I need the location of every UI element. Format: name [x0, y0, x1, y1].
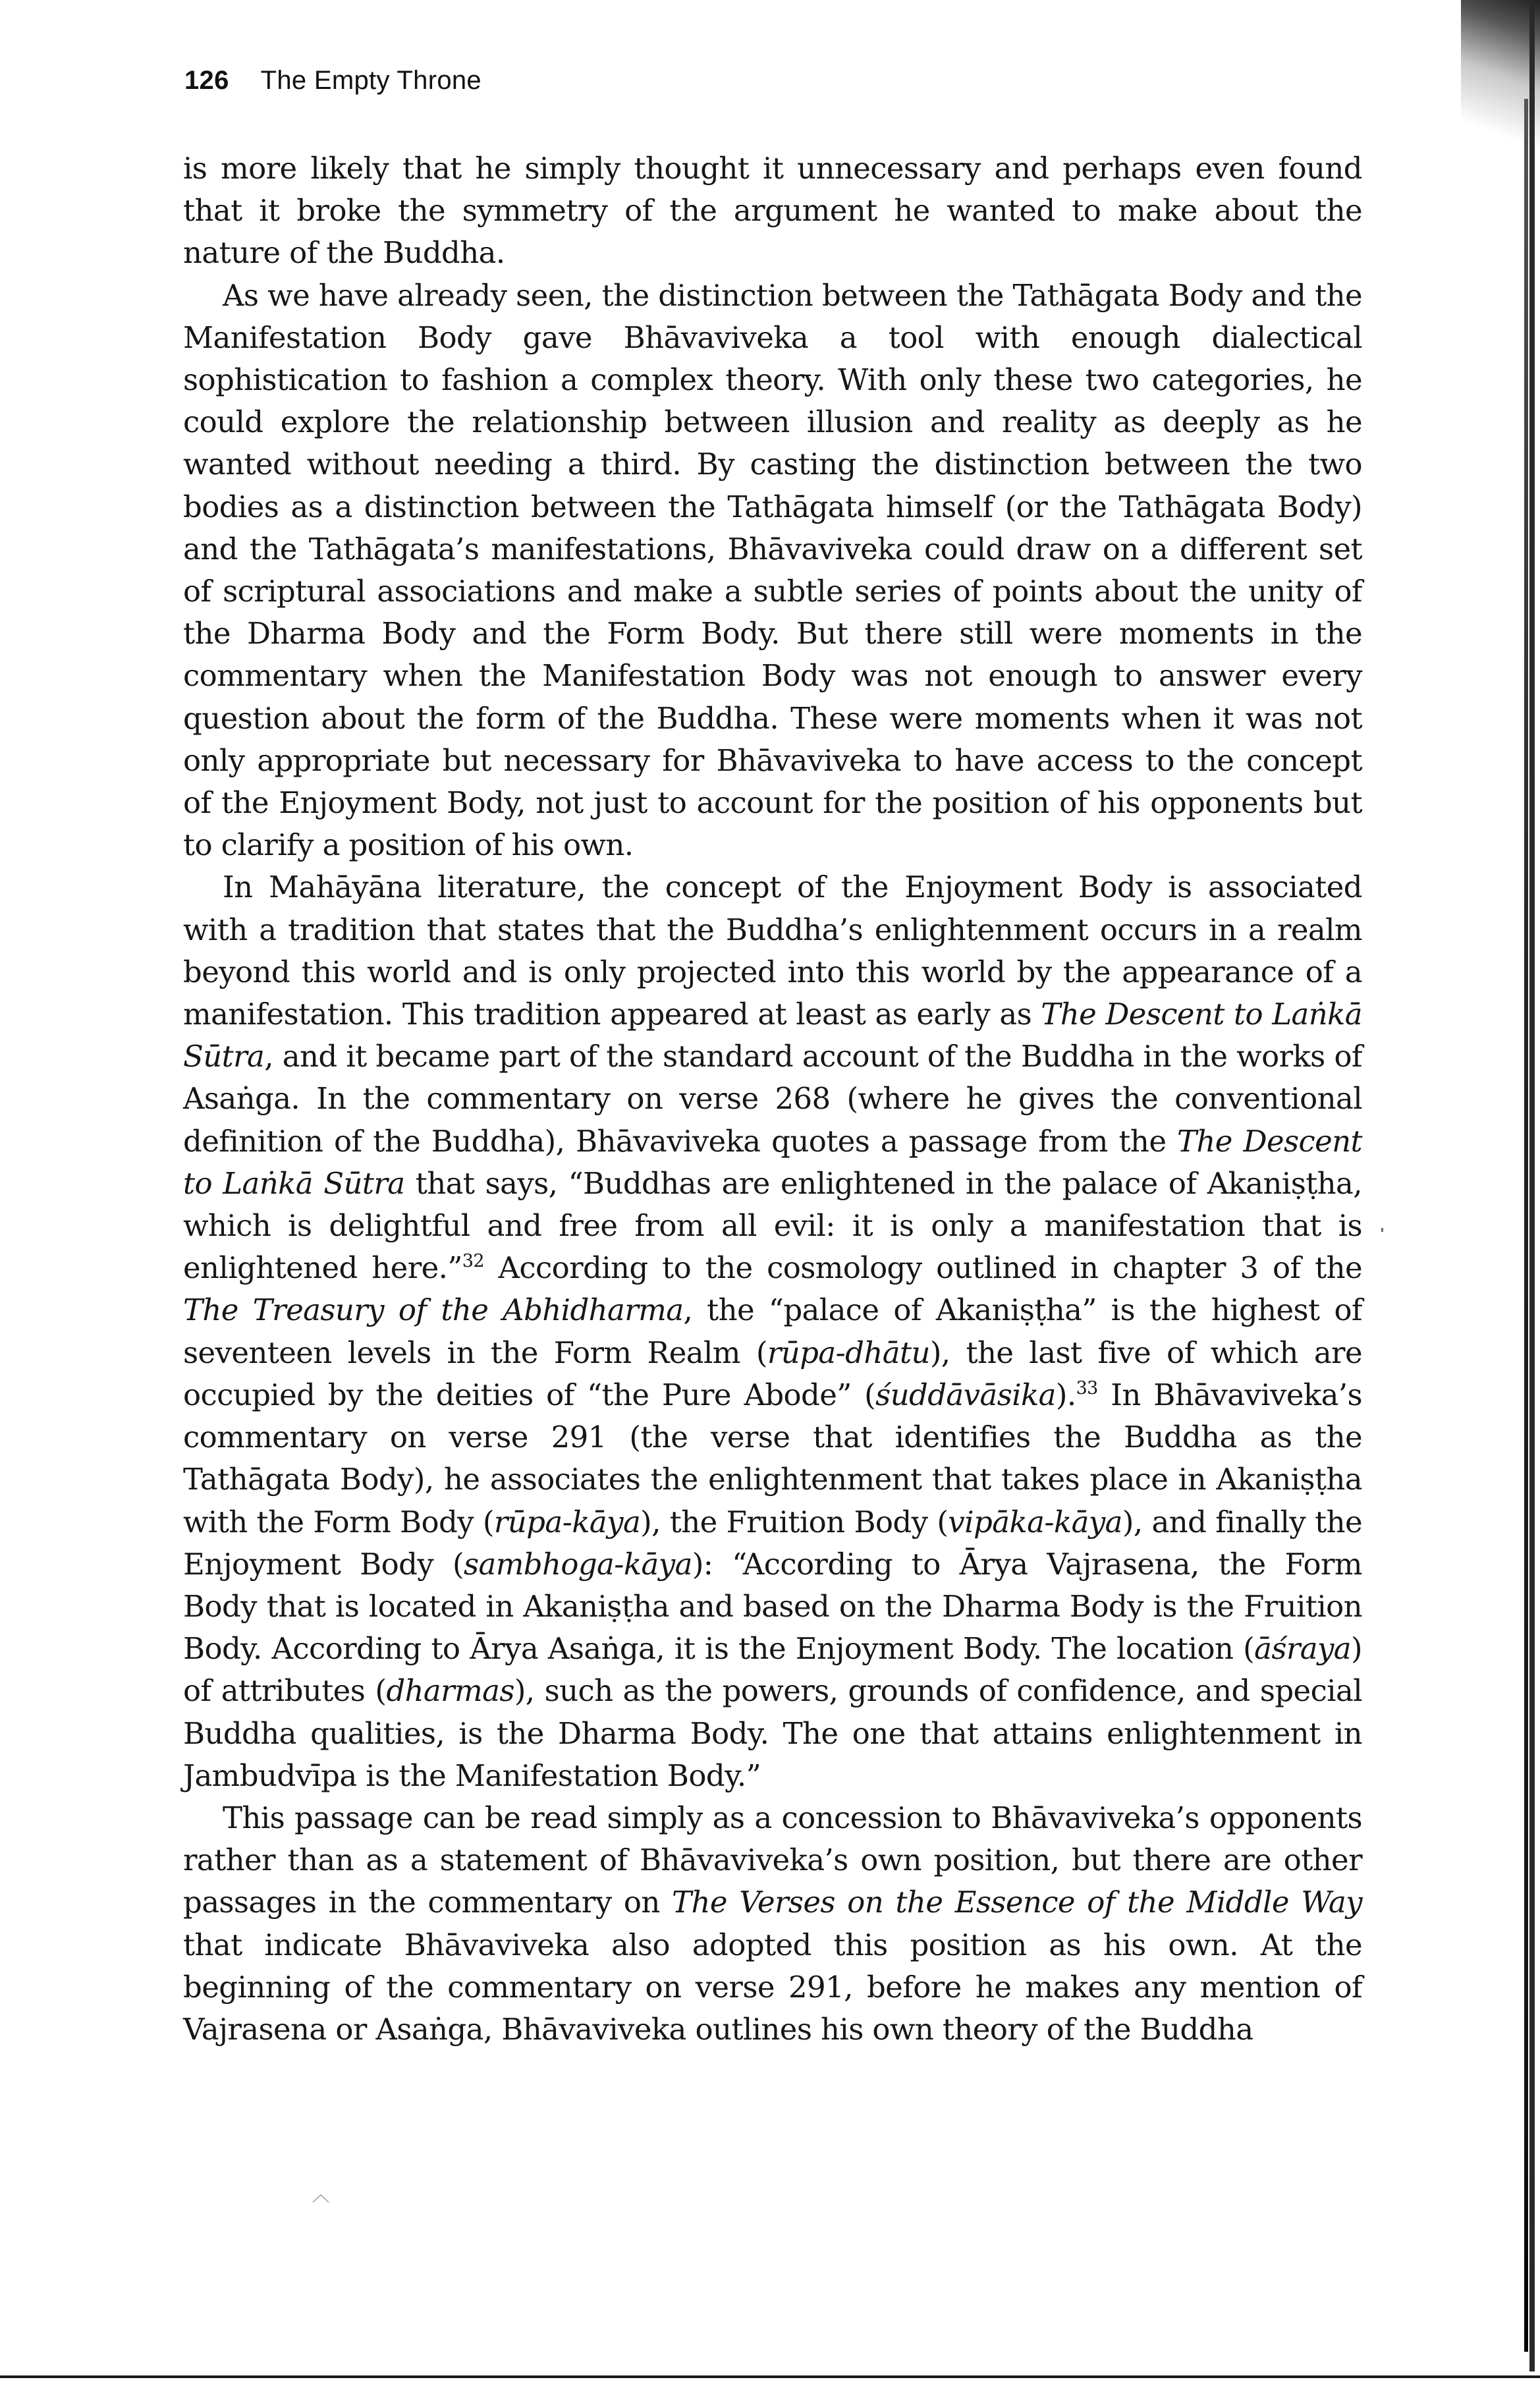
italic-title: The Treasury of the Abhidharma	[183, 1292, 684, 1328]
italic-title: śuddāvāsika	[875, 1377, 1056, 1412]
text-run: ), the Fruition Body (	[640, 1504, 949, 1540]
text-run: is more likely that he simply thought it unnecessary and perhaps even found that it broke the symmetry of the argument he wanted to make about the nature of the Buddha.	[183, 151, 1362, 271]
text-run: ), and finally the Enjoyment Body (	[183, 1504, 1362, 1582]
italic-title: dharmas	[386, 1673, 514, 1709]
italic-title: āśraya	[1254, 1631, 1352, 1667]
text-run: In Mahāyāna literature, the concept of the Enjoyment Body is associated with a tradition that states that the Buddha’s enlightenment occurs in a realm beyond this world and is only projected into this world by the appearance of a manifestation. This tradition appeared at least as early as	[183, 870, 1362, 1032]
margin-speck	[1381, 1228, 1383, 1232]
running-head	[184, 66, 481, 96]
paragraph	[183, 1797, 1362, 2051]
footnote-ref: 32	[462, 1251, 484, 1272]
stray-pen-mark	[312, 2194, 329, 2203]
italic-title: The Verses on the Essence of the Middle Way	[672, 1885, 1362, 1920]
italic-title: vipāka-kāya	[948, 1504, 1122, 1540]
italic-title: The Descent to Laṅkā Sūtra	[183, 997, 1362, 1074]
text-run: ), such as the powers, grounds of confidence, and special Buddha qualities, is the Dharma Body. The one that attains enlightenment in Jambudvīpa is the Manifestation Body.”	[183, 1673, 1362, 1793]
italic-title: rūpa-dhātu	[767, 1335, 930, 1370]
text-run: According to the cosmology outlined in chapter 3 of the	[483, 1250, 1362, 1286]
bottom-scan-edge	[0, 2375, 1540, 2378]
text-run: As we have already seen, the distinction between the Tathāgata Body and the Manifestation Body gave Bhāvaviveka a tool with enough dialectical sophistication to fashion a complex theory. With only these two categories, he could explore the relationship between illusion and reality as deeply as he wanted without needing a third. By casting the distinction between the two bodies as a distinction between the Tathāgata himself (or the Tathāgata Body) and the Tathāgata’s manifestations, Bhāvaviveka could draw on a different set of scriptural associations and make a subtle series of points about the unity of the Dharma Body and the Form Body. But there still were moments in the commentary when the Manifestation Body was not enough to answer every question about the form of the Buddha. These were moments when it was not only appropriate but necessary for Bhāvaviveka to have access to the concept of the Enjoyment Body, not just to account for the position of his opponents but to clarify a position of his own.	[183, 277, 1362, 863]
paragraph	[183, 275, 1362, 867]
italic-title: rūpa-kāya	[493, 1504, 641, 1540]
text-run: that says, “Buddhas are enlightened in the palace of Akaniṣṭha, which is delightful and free from all evil: it is only a manifestation that is enlightened here.”	[183, 1165, 1362, 1286]
text-run: ) of attributes (	[183, 1631, 1362, 1709]
italic-title: sambhoga-kāya	[463, 1546, 692, 1582]
paragraph	[183, 148, 1362, 275]
page-number: 126	[184, 66, 229, 95]
body-text	[183, 148, 1362, 2051]
scan-edge-shadow	[1494, 0, 1540, 2386]
text-run: that indicate Bhāvaviveka also adopted this position as his own. At the beginning of the commentary on verse 291, before he makes any mention of Vajrasena or Asaṅga, Bhāvaviveka outlines his own theory of the Buddha	[183, 1927, 1362, 2047]
text-run: , and it became part of the standard account of the Buddha in the works of Asaṅga. In the commentary on verse 268 (where he gives the conventional definition of the Buddha), Bhāvaviveka quotes a passage from the	[183, 1039, 1362, 1159]
footnote-ref: 33	[1076, 1377, 1098, 1399]
text-run: ).	[1055, 1377, 1076, 1412]
paragraph	[183, 866, 1362, 1796]
text-run: ), the last five of which are occupied by the deities of “the Pure Abode” (	[183, 1335, 1362, 1412]
italic-title: The Descent to Laṅkā Sūtra	[183, 1123, 1362, 1201]
book-title: The Empty Throne	[260, 66, 481, 95]
text-run: , the “palace of Akaniṣṭha” is the highest of seventeen levels in the Form Realm (	[183, 1292, 1362, 1370]
text-run: This passage can be read simply as a concession to Bhāvaviveka’s opponents rather than as a statement of Bhāvaviveka’s own position, but there are other passages in the commentary on	[183, 1800, 1362, 1920]
text-run: ): “According to Ārya Vajrasena, the Form Body that is located in Akaniṣṭha and based on the Dharma Body is the Fruition Body. According to Ārya Asaṅga, it is the Enjoyment Body. The location (	[183, 1546, 1362, 1667]
text-run: In Bhāvaviveka’s commentary on verse 291 (the verse that identifies the Buddha as the Tathāgata Body), he associates the enlightenment that takes place in Akaniṣṭha with the Form Body (	[183, 1377, 1362, 1540]
